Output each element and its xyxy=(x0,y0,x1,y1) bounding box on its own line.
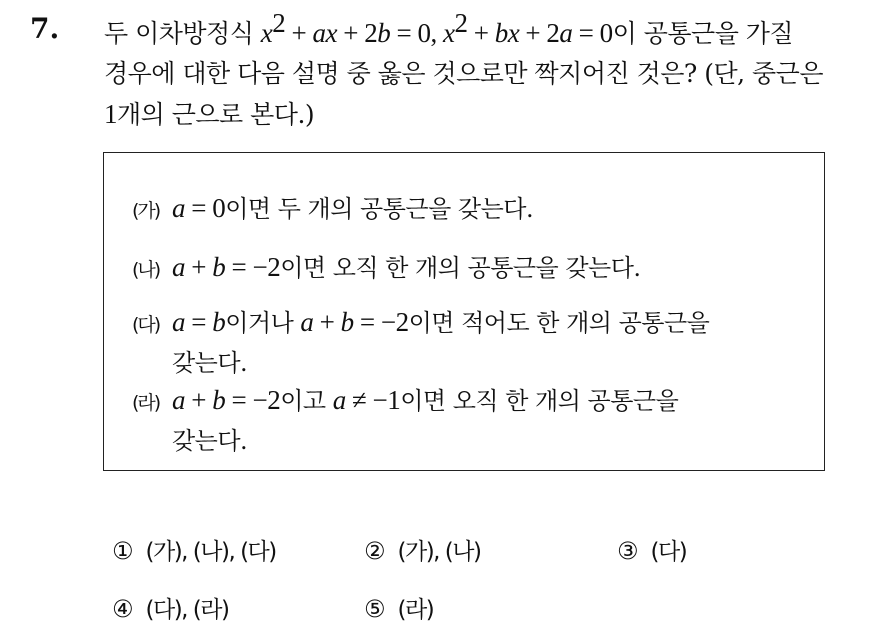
math-variable: a xyxy=(332,385,346,415)
statement-ra xyxy=(132,381,678,460)
question-number: 7. xyxy=(30,12,60,45)
choice-2[interactable] xyxy=(364,533,480,566)
statement-continuation: 갖는다. xyxy=(172,427,248,455)
eq1-equals: = 0, xyxy=(390,18,443,48)
math-variable: b xyxy=(212,307,226,337)
statement-body xyxy=(172,254,641,282)
math-expression: + xyxy=(185,252,213,282)
math-expression: + xyxy=(313,307,341,337)
math-variable: b xyxy=(340,307,354,337)
math-expression: = 0 xyxy=(185,193,226,223)
math-variable: b xyxy=(212,385,226,415)
statement-body xyxy=(172,309,709,337)
stem-line-3 xyxy=(104,94,874,135)
choice-4[interactable] xyxy=(112,591,228,624)
statement-body xyxy=(172,387,678,415)
eq1-b: b xyxy=(377,18,391,48)
statement-text: 이면 오직 한 개의 공통근을 갖는다. xyxy=(280,254,641,282)
eq1-x: x xyxy=(260,18,273,48)
statement-na xyxy=(132,248,641,289)
stem-count: 1 xyxy=(104,99,117,129)
eq2-plus: + xyxy=(467,18,495,48)
eq1-plus: + xyxy=(285,18,313,48)
choice-5[interactable] xyxy=(364,591,433,624)
statement-text: 이고 xyxy=(280,387,333,415)
statement-label: (라) xyxy=(132,392,160,414)
choice-text: (라) xyxy=(397,597,434,623)
eq1-exponent: 2 xyxy=(272,8,286,38)
math-expression: + xyxy=(185,385,213,415)
choice-text: (다) xyxy=(650,539,687,565)
eq2-equals: = 0 xyxy=(572,18,613,48)
choice-marker: ② xyxy=(364,537,386,565)
math-expression: = xyxy=(185,307,213,337)
math-variable: a xyxy=(172,385,185,415)
math-expression: = −2 xyxy=(353,307,409,337)
statement-box xyxy=(103,152,825,471)
stem-text: 두 이차방정식 xyxy=(104,19,261,48)
math-variable: a xyxy=(172,307,185,337)
choice-text: (가), (나), (다) xyxy=(145,539,276,565)
math-expression: = −2 xyxy=(225,385,281,415)
statement-text: 이면 두 개의 공통근을 갖는다. xyxy=(225,195,534,223)
eq2-plus2: + 2 xyxy=(519,18,560,48)
stem-line-2: 경우에 대한 다음 설명 중 옳은 것으로만 짝지어진 것은? (단, 중근은 xyxy=(104,59,823,88)
choice-1[interactable] xyxy=(112,533,276,566)
statement-continuation: 갖는다. xyxy=(172,349,248,377)
eq1-plus2: + 2 xyxy=(337,18,378,48)
statement-label: (다) xyxy=(132,314,160,336)
math-variable: b xyxy=(212,252,226,282)
choice-text: (가), (나) xyxy=(397,539,481,565)
choice-marker: ① xyxy=(112,537,134,565)
eq2-exponent: 2 xyxy=(454,8,468,38)
statement-text: 이면 적어도 한 개의 공통근을 xyxy=(408,309,710,337)
statement-label: (가) xyxy=(132,200,160,222)
stem-note: 개의 근으로 본다.) xyxy=(117,100,315,129)
choice-marker: ④ xyxy=(112,595,134,623)
statement-body xyxy=(172,195,533,223)
statement-text: 이면 오직 한 개의 공통근을 xyxy=(400,387,679,415)
math-expression: ≠ −1 xyxy=(345,385,401,415)
math-variable: a xyxy=(172,252,185,282)
choice-text: (다), (라) xyxy=(145,597,229,623)
math-expression: = −2 xyxy=(225,252,281,282)
stem-line-1 xyxy=(104,8,874,54)
statement-ga xyxy=(132,189,533,230)
math-variable: a xyxy=(300,307,314,337)
statement-text: 이거나 xyxy=(225,309,301,337)
math-variable: a xyxy=(172,193,185,223)
statement-label: (나) xyxy=(132,259,160,281)
choice-marker: ③ xyxy=(617,537,639,565)
eq2-bx: bx xyxy=(494,18,520,48)
choice-3[interactable] xyxy=(617,533,686,566)
choice-marker: ⑤ xyxy=(364,595,386,623)
stem-text-end: 이 공통근을 가질 xyxy=(612,19,794,48)
question-stem xyxy=(104,8,874,135)
eq2-a: a xyxy=(559,18,573,48)
statement-da xyxy=(132,303,709,382)
eq1-ax: ax xyxy=(312,18,337,48)
eq2-x: x xyxy=(442,18,455,48)
